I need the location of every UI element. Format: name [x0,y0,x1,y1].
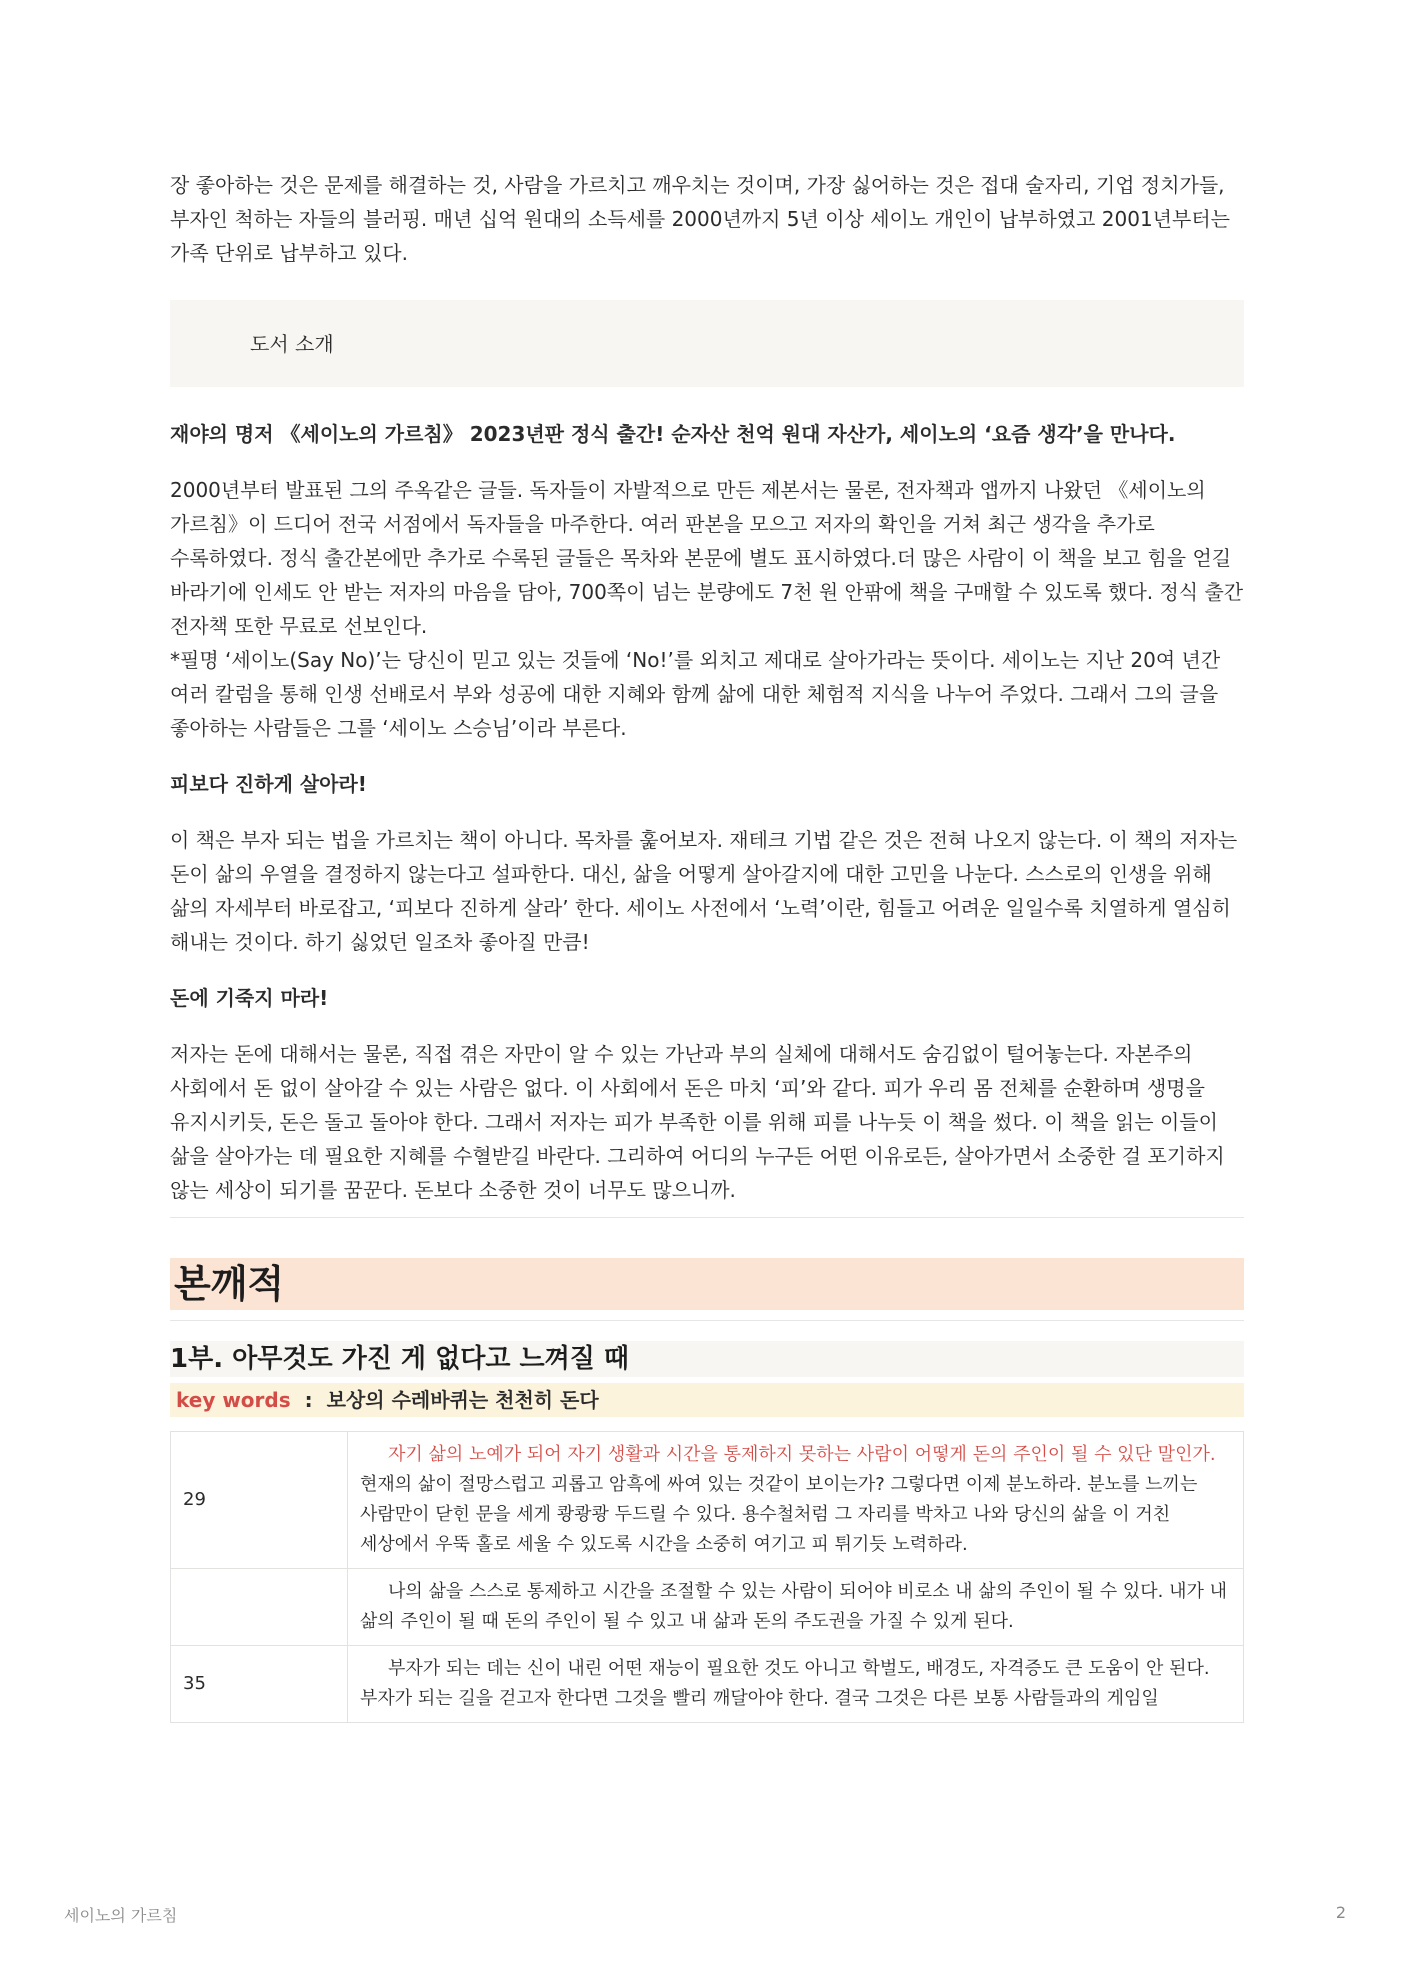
keywords-label: key words [176,1388,291,1412]
notes-table [170,1431,1244,1723]
section-body-1: 이 책은 부자 되는 법을 가르치는 책이 아니다. 목차를 훑어보자. 재테크 기법 같은 것은 전혀 나오지 않는다. 이 책의 저자는 돈이 삶의 우열을 결정하지 않는다고 설파한다. 대신, 삶을 어떻게 살아갈지에 대한 고민을 나눈다. 스스로의 인생을 위해 삶의 자세부터 바로잡고, ‘피보다 진하게 살라’ 한다. 세이노 사전에서 ‘노력’이란, 힘들고 어려운 일일수록 치열하게 열심히 해내는 것이다. 하기 싫었던 일조차 좋아질 만큼! [170,828,1238,954]
book-intro-paragraph-2: *필명 ‘세이노(Say No)’는 당신이 믿고 있는 것들에 ‘No!’를 외치고 제대로 살아가라는 뜻이다. 세이노는 지난 20여 년간 여러 칼럼을 통해 인생 선배로서 부와 성공에 대한 지혜와 함께 삶에 대한 체험적 지식을 나누어 주었다. 그래서 그의 글을 좋아하는 사람들은 그를 ‘세이노 스승님’이라 부른다. [170,648,1221,740]
section-body-2: 저자는 돈에 대해서는 물론, 직접 겪은 자만이 알 수 있는 가난과 부의 실체에 대해서도 숨김없이 털어놓는다. 자본주의 사회에서 돈 없이 살아갈 수 있는 사람은 없다. 이 사회에서 돈은 마치 ‘피’와 같다. 피가 우리 몸 전체를 순환하며 생명을 유지시키듯, 돈은 돌고 돌아야 한다. 그래서 저자는 피가 부족한 이를 위해 피를 나누듯 이 책을 썼다. 이 책을 읽는 이들이 삶을 살아가는 데 필요한 지혜를 수혈받길 바란다. 그리하여 어디의 누구든 어떤 이유로든, 살아가면서 소중한 걸 포기하지 않는 세상이 되기를 꿈꾼다. 돈보다 소중한 것이 너무도 많으니까. [170,1042,1225,1202]
page-number-cell: 35 [171,1646,348,1723]
callout-text: 도서 소개 [250,332,334,356]
callout-block [170,300,1244,387]
intro-paragraph: 장 좋아하는 것은 문제를 해결하는 것, 사람을 가르치고 깨우치는 것이며, 가장 싫어하는 것은 접대 술자리, 기업 정치가들, 부자인 척하는 자들의 블러핑. 매년 십억 원대의 소득세를 2000년까지 5년 이상 세이노 개인이 납부하였고 2001년부터는 가족 단위로 납부하고 있다. [170,173,1230,265]
divider [170,1217,1244,1218]
note-text-wrap [360,1577,1229,1637]
table-row [171,1432,1244,1569]
footer-page-number: 2 [1335,1903,1346,1922]
note-cell [348,1569,1244,1646]
main-heading: 본깨적 [170,1258,1244,1310]
section-title-1: 피보다 진하게 살아라! [170,772,367,796]
note-text: 현재의 삶이 절망스럽고 괴롭고 암흑에 싸여 있는 것같이 보이는가? 그렇다면 이제 분노하라. 분노를 느끼는 사람만이 닫힌 문을 세게 쾅쾅쾅 두드릴 수 있다. 용수철처럼 그 자리를 박차고 나와 당신의 삶을 이 거친 세상에서 우뚝 홀로 세울 수 있도록 시간을 소중히 여기고 피 튀기듯 노력하라. [360,1474,1198,1555]
book-headline: 재야의 명저 《세이노의 가르침》 2023년판 정식 출간! 순자산 천억 원대 자산가, 세이노의 ‘요즘 생각’을 만나다. [170,422,1176,446]
note-text: 나의 삶을 스스로 통제하고 시간을 조절할 수 있는 사람이 되어야 비로소 내 삶의 주인이 될 수 있다. 내가 내 삶의 주인이 될 때 돈의 주인이 될 수 있고 내 삶과 돈의 주도권을 가질 수 있게 된다. [360,1581,1228,1632]
note-cell [348,1646,1244,1723]
section-title-2: 돈에 기죽지 마라! [170,986,329,1010]
keywords-bar [170,1383,1244,1417]
note-text: 부자가 되는 데는 신이 내린 어떤 재능이 필요한 것도 아니고 학벌도, 배경도, 자격증도 큰 도움이 안 된다. 부자가 되는 길을 걷고자 한다면 그것을 빨리 깨달아야 한다. 결국 그것은 다른 보통 사람들과의 게임일 [360,1658,1210,1709]
table-row [171,1646,1244,1723]
heading-divider [170,1320,1244,1321]
page-number-cell [171,1569,348,1646]
table-row [171,1569,1244,1646]
keywords-separator: : [304,1388,313,1412]
book-intro-paragraph-1: 2000년부터 발표된 그의 주옥같은 글들. 독자들이 자발적으로 만든 제본서는 물론, 전자책과 앱까지 나왔던 《세이노의 가르침》이 드디어 전국 서점에서 독자들을 마주한다. 여러 판본을 모으고 저자의 확인을 거쳐 최근 생각을 추가로 수록하였다. 정식 출간본에만 추가로 수록된 글들은 목차와 본문에 별도 표시하였다.더 많은 사람이 이 책을 보고 힘을 얻길 바라기에 인세도 안 받는 저자의 마음을 담아, 700쪽이 넘는 분량에도 7천 원 안팎에 책을 구매할 수 있도록 했다. 정식 출간 전자책 또한 무료로 선보인다. [170,478,1244,638]
book-intro-body [170,473,1244,745]
notes-table-container [170,1431,1244,1741]
keywords-value: 보상의 수레바퀴는 천천히 돈다 [326,1388,599,1412]
page-number-cell: 29 [171,1432,348,1569]
note-text-wrap [360,1654,1229,1714]
part-title: 1부. 아무것도 가진 게 없다고 느껴질 때 [170,1341,1244,1377]
quote-text-content: 자기 삶의 노예가 되어 자기 생활과 시간을 통제하지 못하는 사람이 어떻게 돈의 주인이 될 수 있단 말인가. [388,1444,1216,1465]
quote-text [360,1440,1229,1470]
note-cell [348,1432,1244,1569]
page-content [170,168,1244,1741]
footer-doc-title: 세이노의 가르침 [64,1906,178,1925]
